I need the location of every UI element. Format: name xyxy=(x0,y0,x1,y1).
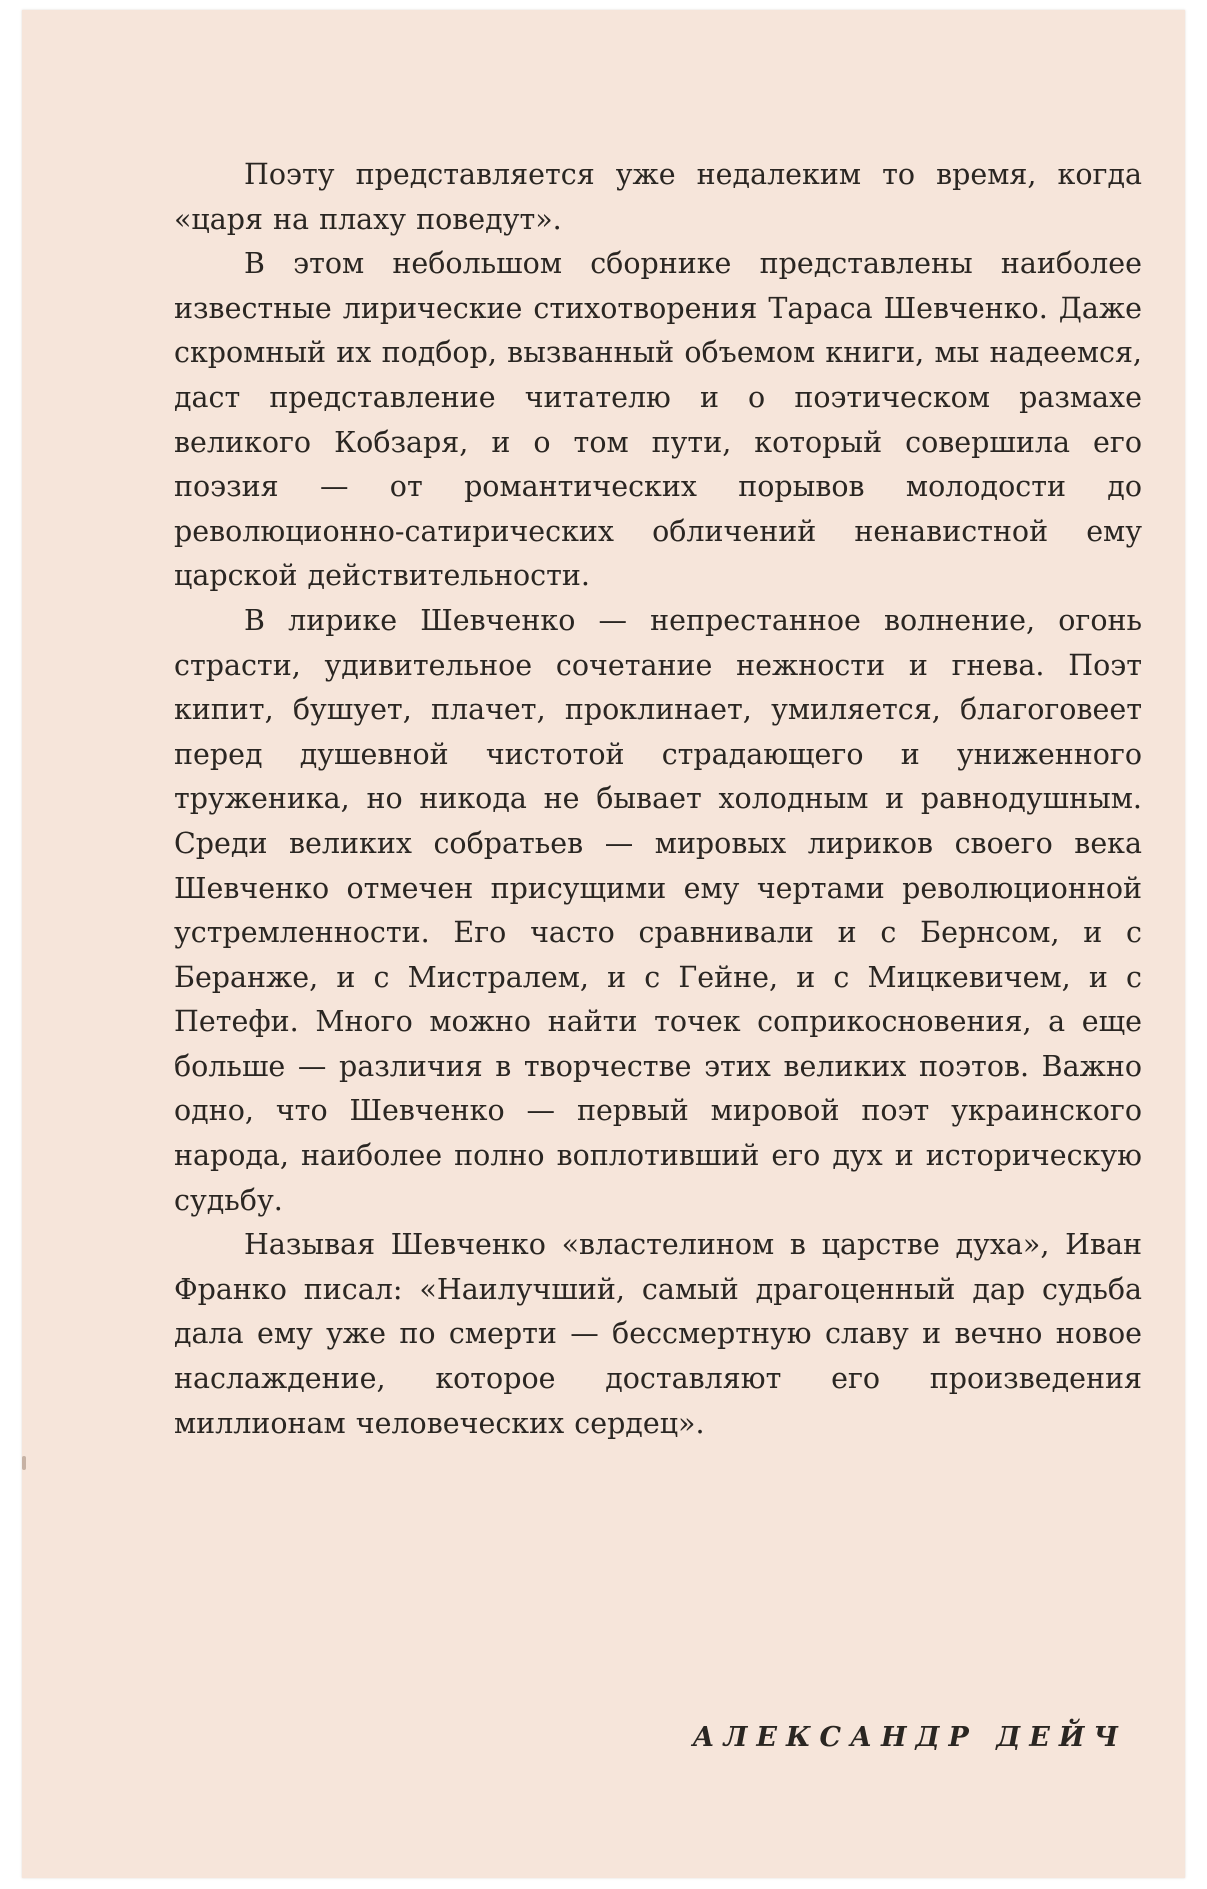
scan-speck xyxy=(22,1456,26,1470)
paragraph-4: Называя Шевченко «властелином в царстве духа», Иван Франко писал: «Наилучший, самый драгоценный дар судьба дала ему уже по смерти — бессмертную славу и вечно новое наслаждение, которое доставляют его произведения миллионам человеческих сердец». xyxy=(174,1228,1142,1440)
book-page xyxy=(22,10,1185,1878)
paragraph-2: В этом небольшом сборнике представлены наиболее известные лирические стихотворения Тараса Шевченко. Даже скромный их подбор, вызванный объемом книги, мы надеемся, даст представление читателю и о поэтическом размахе великого Кобзаря, и о том пути, который совершила его поэзия — от романтических порывов молодости до революционно-сатирических обличений ненавистной ему царской действительности. xyxy=(174,247,1142,593)
paragraph-1: Поэту представляется уже недалеким то время, когда «царя на плаху поведут». xyxy=(174,158,1142,236)
paragraph-3: В лирике Шевченко — непрестанное волнение, огонь страсти, удивительное сочетание нежности и гнева. Поэт кипит, бушует, плачет, проклинает, умиляется, благоговеет перед душевной чистотой страдающего и униженного труженика, но никода не бывает холодным и равнодушным. Среди великих собратьев — мировых лириков своего века Шевченко отмечен присущими ему чертами революционной устремленности. Его часто сравнивали и с Бернсом, и с Беранже, и с Мистралем, и с Гейне, и с Мицкевичем, и с Петефи. Много можно найти точек соприкосновения, а еще больше — различия в творчестве этих великих поэтов. Важно одно, что Шевченко — первый мировой поэт украинского народа, наиболее полно воплотивший его дух и историческую судьбу. xyxy=(174,603,1142,1217)
author-signature: АЛЕКСАНДР ДЕЙЧ xyxy=(692,1722,1127,1753)
body-text xyxy=(174,153,1142,1446)
